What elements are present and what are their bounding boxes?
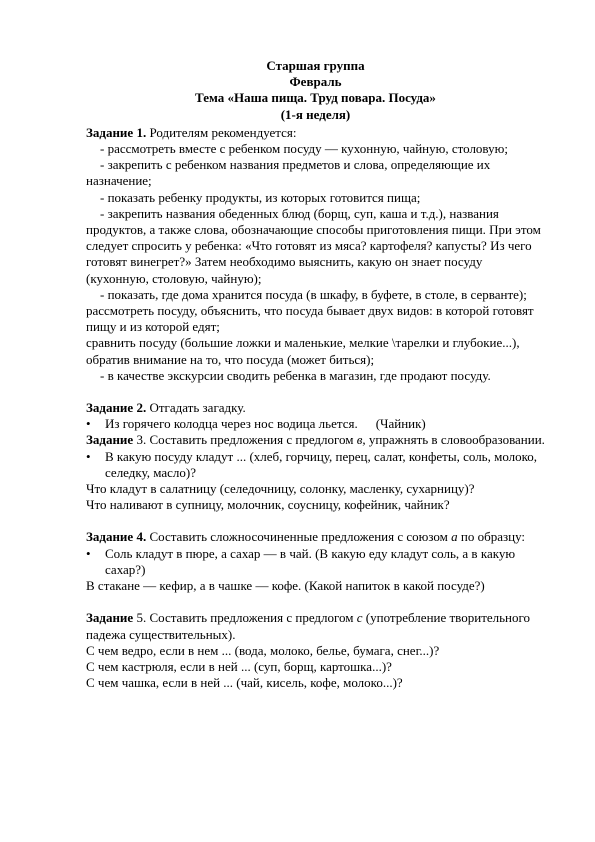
task-1-line: - закрепить названия обеденных блюд (борщ, суп, каша и т.д.), названия продуктов, а также слова, обозначающие способы приготовления пищи. При этом следует спросить у ребенка: «Что готовят из мяса? картофеля? капусты? Из чего готовят винегрет?» Затем необходимо выяснить, какую он знает посуду (кухонную, столовую, чайную); xyxy=(86,205,541,286)
task-1-line: - закрепить с ребенком названия предметов и слова, определяющие их назначение; xyxy=(86,157,491,189)
group-title: Старшая группа xyxy=(266,58,365,73)
task-5-question: С чем чашка, если в ней ... (чай, кисель, кофе, молоко...)? xyxy=(86,675,403,691)
task-5-text-after: (употребление творительного падежа существительных). xyxy=(86,610,531,642)
task-5-intro xyxy=(86,610,545,642)
task-5 xyxy=(86,610,545,691)
task-5-label: Задание xyxy=(86,610,134,626)
document-header xyxy=(86,58,545,123)
task-2 xyxy=(86,400,545,513)
task-4-intro xyxy=(86,529,545,545)
task-4-example: В стакане — кефир, а в чашке — кофе. (Какой напиток в какой посуде?) xyxy=(86,578,485,594)
task-1-line: - в качестве экскурсии сводить ребенка в магазин, где продают посуду. xyxy=(100,367,491,383)
riddle-answer: (Чайник) xyxy=(375,416,426,432)
task-1-label: Задание 1. xyxy=(86,124,147,140)
topic-title: Тема «Наша пища. Труд повара. Посуда» xyxy=(195,90,436,106)
task-1-line: - показать ребенку продукты, из которых готовится пища; xyxy=(100,189,421,205)
task-5-text: 5. Составить предложения с предлогом xyxy=(136,610,357,626)
task-3-text: 3. Составить предложения с предлогом xyxy=(136,432,357,448)
task-3-label: Задание xyxy=(86,432,134,448)
task-2-list xyxy=(86,416,545,432)
task-1 xyxy=(86,125,545,384)
task-2-intro xyxy=(86,400,545,416)
task-5-question: С чем кастрюля, если в ней ... (суп, борщ, картошка...)? xyxy=(86,658,392,674)
task-2-text: Отгадать загадку. xyxy=(149,400,246,416)
task-4-text: Составить сложносочиненные предложения с союзом xyxy=(149,529,452,545)
task-3-question: Что кладут в салатницу (селедочницу, солонку, масленку, сухарницу)? xyxy=(86,481,475,497)
task-1-intro-text: Родителям рекомендуется: xyxy=(149,124,297,140)
task-2-label: Задание 2. xyxy=(86,400,147,416)
month-title: Февраль xyxy=(289,74,342,90)
task-3-list xyxy=(86,449,545,481)
task-1-line: рассмотреть посуду, объяснить, что посуда бывает двух видов: в которой готовят пищу и из которой едят; xyxy=(86,303,534,335)
list-item xyxy=(86,416,545,432)
task-5-preposition: с xyxy=(356,610,363,626)
list-item: • Соль кладут в пюре, а сахар — в чай. (В какую еду кладут соль, а в какую сахар?) xyxy=(86,546,545,578)
task-3-question: Что наливают в супницу, молочник, соусницу, кофейник, чайник? xyxy=(86,497,450,513)
task-5-question: С чем ведро, если в нем ... (вода, молоко, белье, бумага, снег...)? xyxy=(86,642,440,658)
task-1-line: - показать, где дома хранится посуда (в шкафу, в буфете, в столе, в серванте); xyxy=(100,286,527,302)
task-4-text-after: по образцу: xyxy=(457,529,526,545)
task-1-line: - рассмотреть вместе с ребенком посуду — кухонную, чайную, столовую; xyxy=(100,141,508,157)
task-4-list xyxy=(86,546,545,578)
task-3-intro xyxy=(86,432,545,448)
list-item: • В какую посуду кладут ... (хлеб, горчицу, перец, салат, конфеты, соль, молоко, селедку, масло)? xyxy=(86,449,545,481)
task-1-intro xyxy=(86,125,545,141)
task-3-text-after: упражнять в словообразовании. xyxy=(365,432,545,448)
task-4 xyxy=(86,529,545,594)
task-4-label: Задание 4. xyxy=(86,529,147,545)
task-4-conjunction: а xyxy=(451,529,458,545)
task-3-preposition: в, xyxy=(356,432,366,448)
week-title: (1-я неделя) xyxy=(280,106,351,122)
task-1-line: сравнить посуду (большие ложки и маленькие, мелкие \тарелки и глубокие...), обратив внимание на то, что посуда (может биться); xyxy=(86,335,520,367)
riddle-text: Из горячего колодца через нос водица льется. xyxy=(105,416,358,432)
